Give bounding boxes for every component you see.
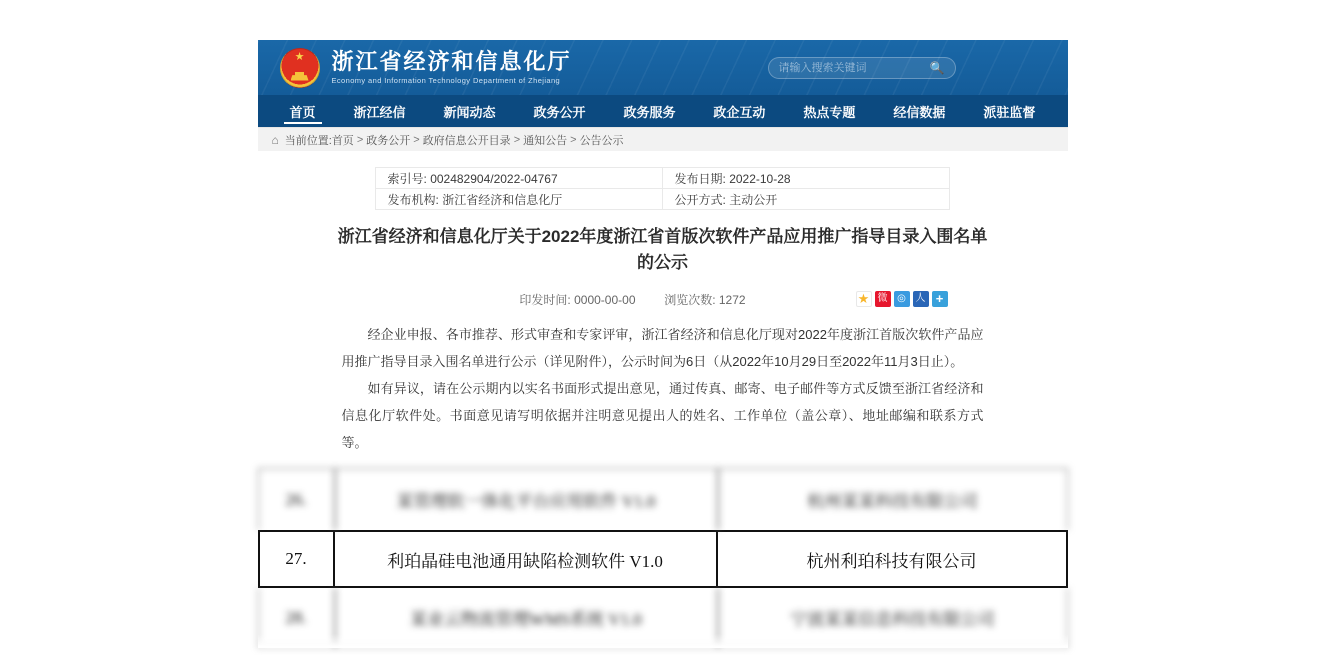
- nav-item-zhejiang-jingxin[interactable]: 浙江经信: [353, 104, 406, 120]
- publish-date-value: 2022-10-28: [729, 171, 791, 186]
- index-number-label: 索引号:: [387, 171, 427, 186]
- table-row: [375, 168, 949, 189]
- open-method-value: 主动公开: [729, 192, 778, 207]
- publish-org-label: 发布机构:: [387, 192, 439, 207]
- document-meta-table: [375, 167, 950, 210]
- nav-item-gov-openness[interactable]: 政务公开: [533, 104, 586, 120]
- breadcrumb-announcements[interactable]: 公告公示: [579, 134, 624, 147]
- views-value: 1272: [718, 293, 746, 307]
- sina-weibo-icon[interactable]: 微: [875, 291, 891, 307]
- site-title-english: Economy and Information Technology Department of Zhejiang: [331, 76, 561, 85]
- page-title: 浙江省经济和信息化厅关于2022年度浙江省首版次软件产品应用推广指导目录入围名单的公示: [337, 227, 988, 272]
- print-time-value: 0000-00-00: [574, 293, 636, 307]
- search-box[interactable]: [768, 57, 956, 79]
- home-icon: ⌂: [271, 132, 279, 147]
- search-input[interactable]: [779, 62, 930, 74]
- emblem-gate-icon: [291, 72, 309, 81]
- company-name: 杭州某某科技有限公司: [718, 468, 1068, 530]
- site-header: [258, 40, 1068, 95]
- main-nav: [258, 95, 1068, 127]
- national-emblem-logo: [280, 48, 320, 88]
- site-title: 浙江省经济和信息化厅: [331, 49, 572, 74]
- row-number: 28.: [258, 588, 335, 648]
- software-name: 利珀晶硅电池通用缺陷检测软件 V1.0: [335, 530, 718, 588]
- nav-item-home[interactable]: 首页: [284, 95, 322, 127]
- emblem-stars-icon: ★: [294, 50, 305, 63]
- winner-list-table: [258, 468, 1068, 648]
- table-row-26-blurred: [258, 468, 1068, 530]
- breadcrumb-separator: >: [570, 133, 577, 146]
- open-method-label: 公开方式:: [674, 192, 726, 207]
- nav-item-data[interactable]: 经信数据: [893, 104, 946, 120]
- nav-item-interaction[interactable]: 政企互动: [713, 104, 766, 120]
- nav-item-news[interactable]: 新闻动态: [443, 104, 496, 120]
- publish-org-value: 浙江省经济和信息化厅: [442, 192, 563, 207]
- nav-item-supervision[interactable]: 派驻监督: [983, 104, 1036, 120]
- favorite-star-icon[interactable]: ★: [856, 291, 872, 307]
- more-share-icon[interactable]: +: [932, 291, 948, 307]
- renren-icon[interactable]: 人: [913, 291, 929, 307]
- breadcrumb-info-catalog[interactable]: 政府信息公开目录: [422, 134, 511, 147]
- nav-item-gov-services[interactable]: 政务服务: [623, 104, 676, 120]
- nav-item-hot-topics[interactable]: 热点专题: [803, 104, 856, 120]
- paragraph-1: 经企业申报、各市推荐、形式审查和专家评审，浙江省经济和信息化厅现对2022年度浙江首版次软件产品应用推广指导目录入围名单进行公示（详见附件），公示时间为6日（从2022年10月29日至2022年11月3日止）。: [341, 327, 984, 369]
- software-name: 某管理软一体化平台应用软件 V1.0: [335, 468, 718, 530]
- site-container: [258, 40, 1068, 648]
- breadcrumb-gov-openness[interactable]: 政务公开: [366, 134, 411, 147]
- article-meta-row: [258, 291, 1068, 309]
- breadcrumb-separator: >: [413, 133, 420, 146]
- row-number: 26.: [258, 468, 335, 530]
- table-row-27: [258, 530, 1068, 588]
- views-label: 浏览次数:: [664, 293, 716, 307]
- software-name: 某业云物流管理WMS系统 V1.0: [335, 588, 718, 648]
- search-icon[interactable]: 🔍: [929, 60, 945, 75]
- index-number-value: 002482904/2022-04767: [430, 171, 558, 186]
- publish-date-label: 发布日期:: [674, 171, 726, 186]
- breadcrumb-home[interactable]: 首页: [331, 134, 354, 147]
- row-number: 27.: [258, 530, 335, 588]
- tencent-weibo-icon[interactable]: ◎: [894, 291, 910, 307]
- print-time-label: 印发时间:: [519, 293, 571, 307]
- share-bar: [856, 291, 948, 307]
- breadcrumb-prefix: 当前位置:: [284, 134, 332, 147]
- company-name: 宁波某某信息科技有限公司: [718, 588, 1068, 648]
- breadcrumb-notices[interactable]: 通知公告: [523, 134, 568, 147]
- table-row: [375, 189, 949, 210]
- article-body: [342, 321, 984, 456]
- breadcrumb-separator: >: [513, 133, 521, 146]
- table-bottom-fade: [258, 634, 1068, 648]
- breadcrumb-separator: >: [356, 133, 364, 146]
- breadcrumb: [258, 127, 1068, 151]
- paragraph-2: 如有异议，请在公示期内以实名书面形式提出意见，通过传真、邮寄、电子邮件等方式反馈至浙江省经济和信息化厅软件处。书面意见请写明依据并注明意见提出人的姓名、工作单位（盖公章）、地址邮编和联系方式等。: [341, 381, 984, 450]
- company-name: 杭州利珀科技有限公司: [718, 530, 1068, 588]
